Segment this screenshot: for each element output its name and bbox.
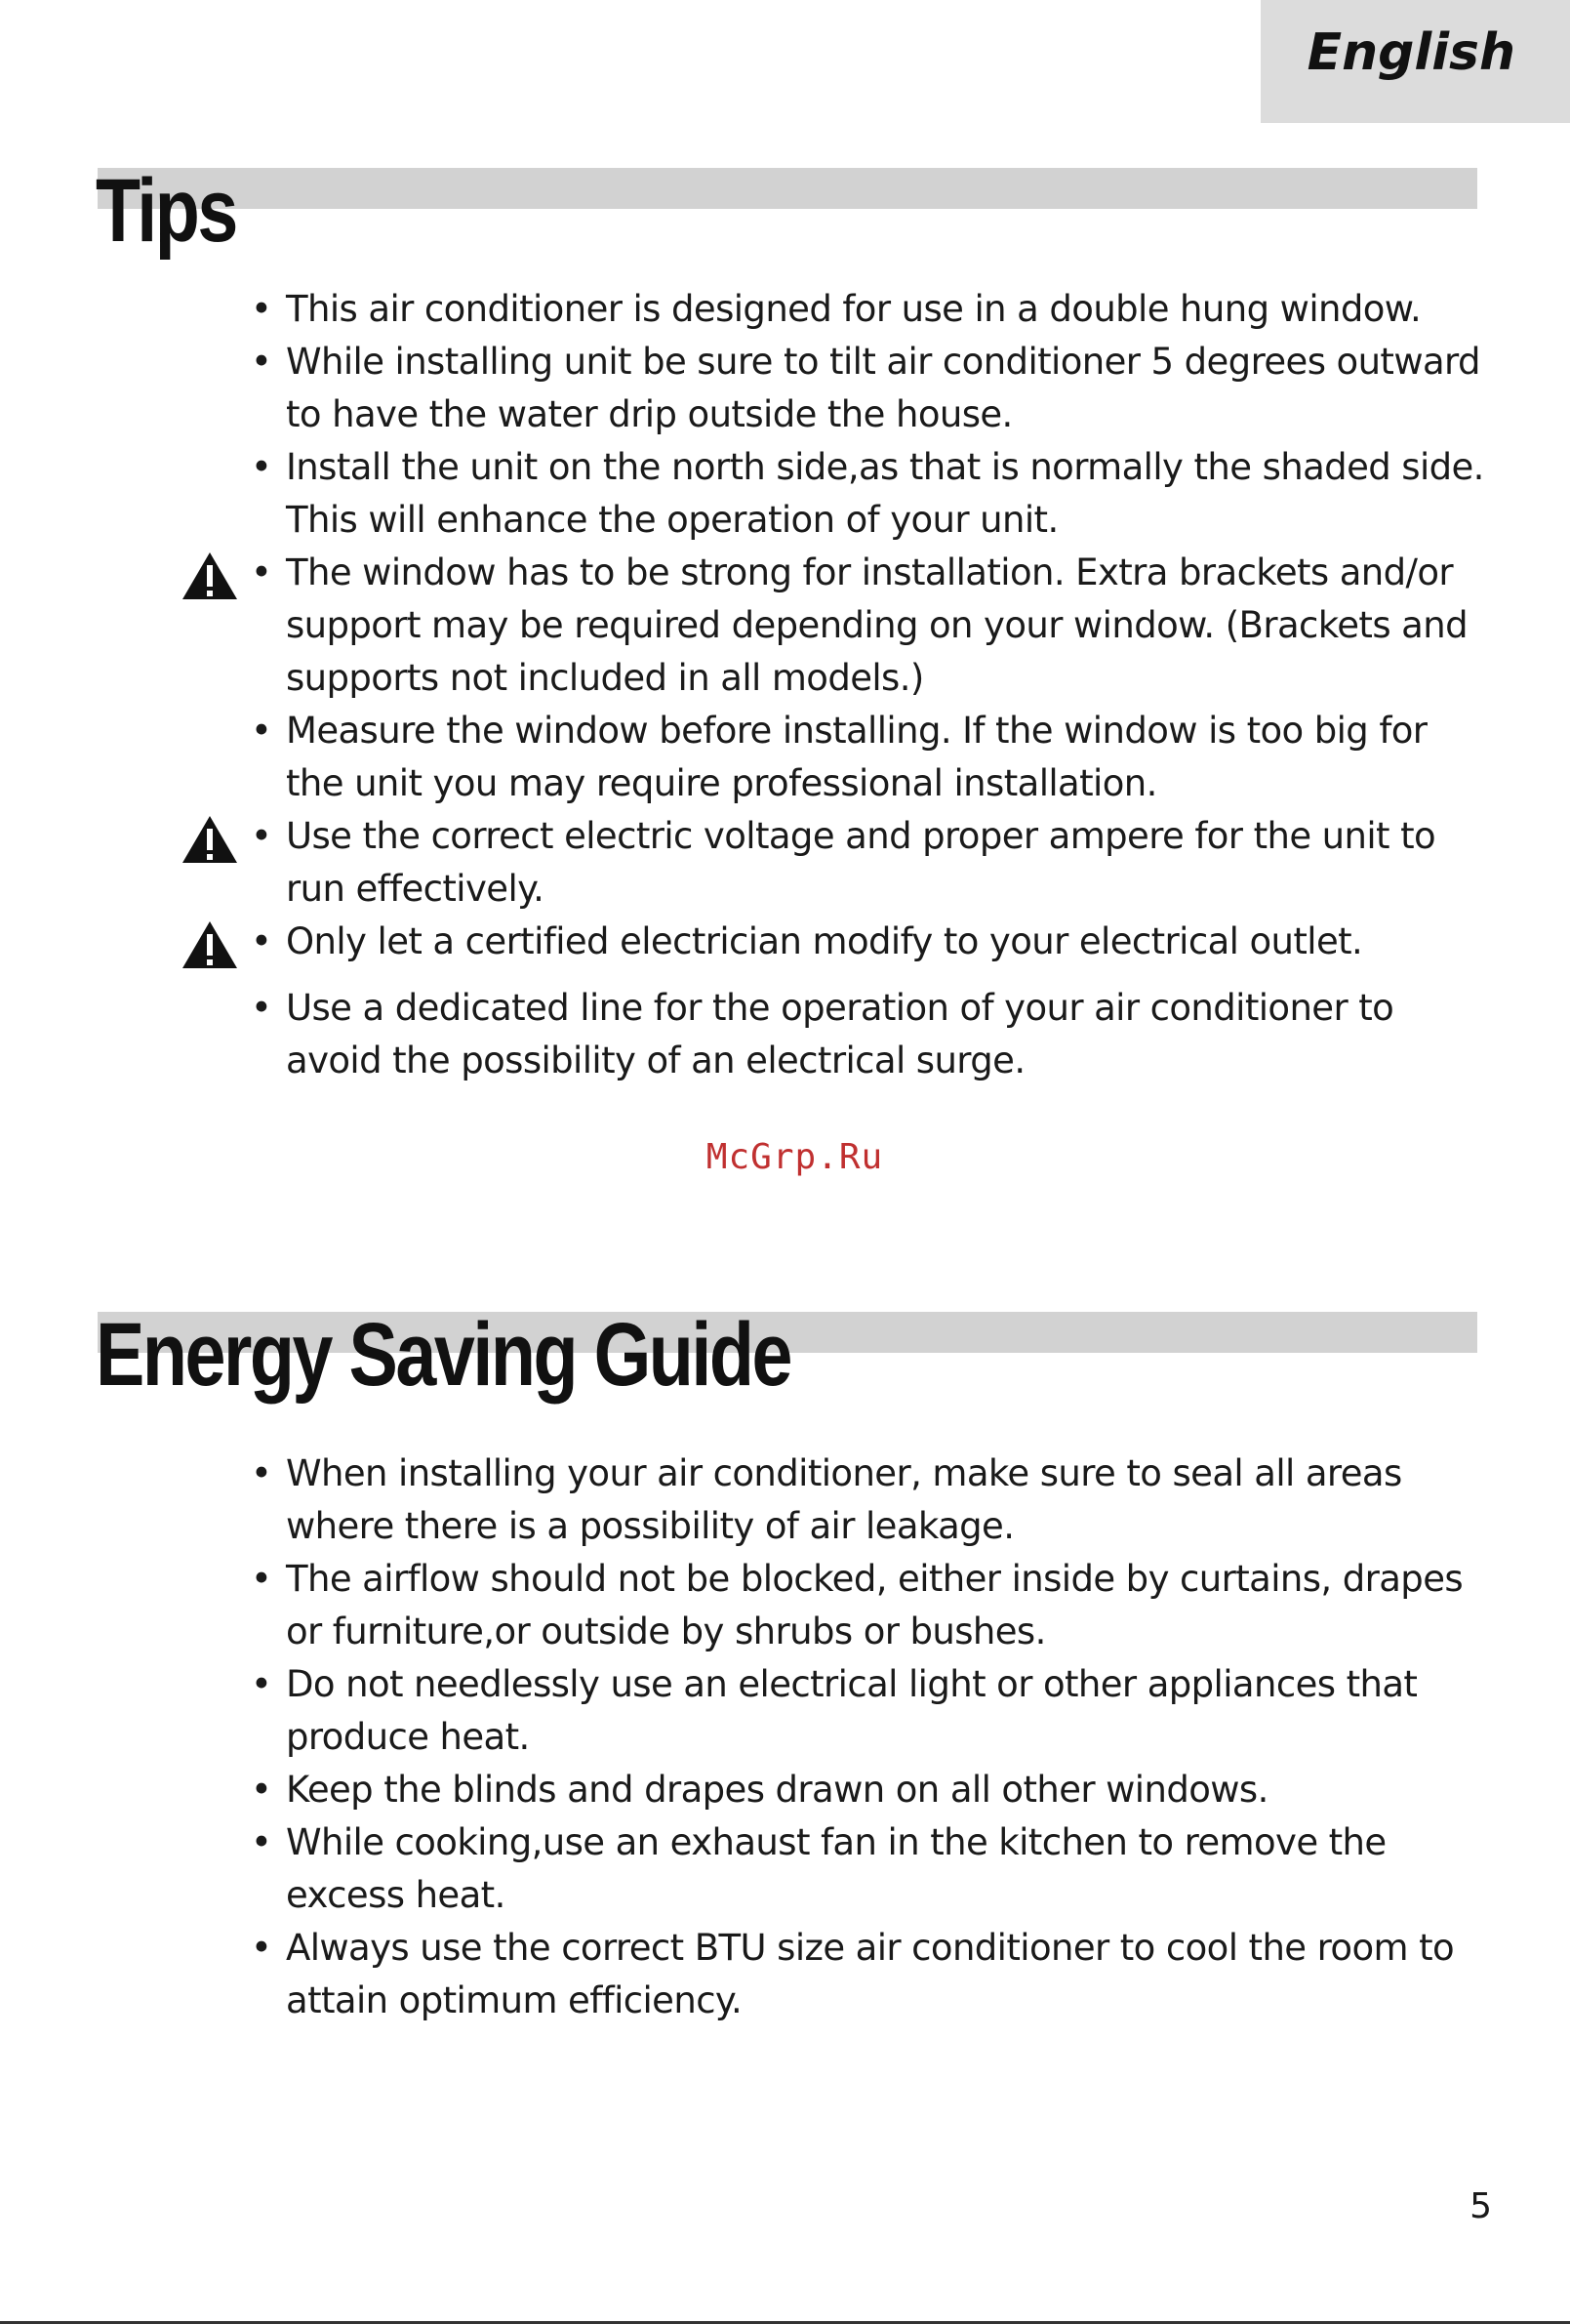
energy-list (249, 1447, 1488, 2027)
energy-item: • Keep the blinds and drapes drawn on all other windows. (251, 1769, 1268, 1811)
energy-item: • The airflow should not be blocked, either inside by curtains, drapes or furniture,or outside by shrubs or bushes. (251, 1558, 1464, 1652)
tips-title: Tips (96, 161, 236, 261)
tips-item: • Measure the window before installing. If the window is too big for the unit you may require professional installation. (251, 710, 1428, 804)
watermark: McGrp.Ru (705, 1137, 884, 1177)
language-tab (1261, 0, 1570, 123)
warning-icon (181, 550, 239, 601)
energy-item: • When installing your air conditioner, make sure to seal all areas where there is a possibility of air leakage. (251, 1452, 1402, 1547)
tips-item: • While installing unit be sure to tilt air conditioner 5 degrees outward to have the water drip outside the house. (251, 341, 1480, 435)
page-number: 5 (1469, 2186, 1492, 2226)
language-label: English (1307, 23, 1515, 82)
tips-header-bar (98, 168, 1477, 209)
tips-item: • This air conditioner is designed for use in a double hung window. (251, 288, 1422, 330)
tips-item: • Install the unit on the north side,as that is normally the shaded side. This will enhance the operation of your unit. (251, 446, 1484, 541)
energy-item: • While cooking,use an exhaust fan in the kitchen to remove the excess heat. (251, 1821, 1387, 1916)
tips-list (249, 283, 1488, 1087)
energy-item: • Always use the correct BTU size air conditioner to cool the room to attain optimum efficiency. (251, 1927, 1455, 2021)
tips-item: • The window has to be strong for installation. Extra brackets and/or support may be required depending on your window. (Brackets and supports not included in all models.) (249, 547, 1488, 705)
warning-icon (181, 919, 239, 970)
tips-item: • Use a dedicated line for the operation of your air conditioner to avoid the possibility of an electrical surge. (251, 987, 1394, 1081)
energy-item: • Do not needlessly use an electrical light or other appliances that produce heat. (251, 1663, 1418, 1758)
energy-title: Energy Saving Guide (96, 1305, 791, 1405)
warning-icon (181, 814, 239, 865)
tips-item: • Only let a certified electrician modify to your electrical outlet. (249, 916, 1488, 968)
tips-item: • Use the correct electric voltage and proper ampere for the unit to run effectively. (249, 810, 1488, 916)
